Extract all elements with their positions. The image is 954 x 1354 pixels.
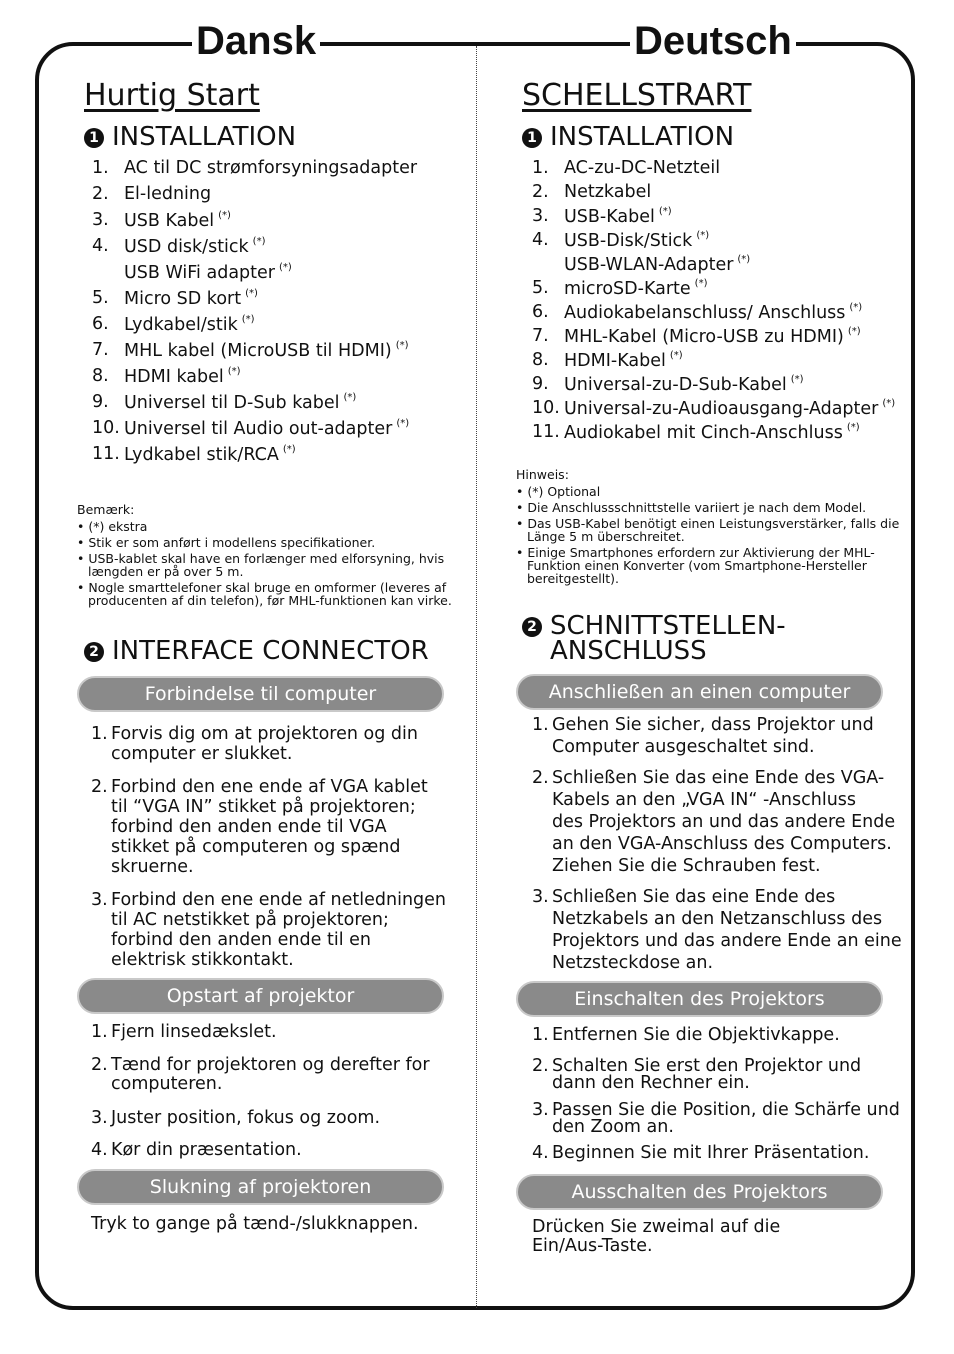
- item-text: Audiokabel mit Cinch-Anschluss (*): [564, 422, 860, 443]
- optional-marker: (*): [241, 314, 255, 325]
- step-number: 4.: [91, 1140, 108, 1160]
- startup-banner-danish: Opstart af projektor: [77, 978, 444, 1014]
- step-number: 3.: [532, 1100, 549, 1120]
- item-text: HDMI-Kabel (*): [564, 350, 683, 371]
- step-number: 2.: [91, 1055, 108, 1075]
- item-number: 7.: [92, 340, 109, 360]
- item-text: USD disk/stick (*): [124, 236, 266, 257]
- item-number: 8.: [532, 350, 549, 370]
- step-text: Schließen Sie das eine Ende des Netzkabels an den Netzanschluss des Projektors und das andere Ende an eine Netzsteckdose an.: [552, 887, 902, 973]
- item-text: Universel til Audio out-adapter (*): [124, 418, 410, 439]
- column-divider: [476, 46, 477, 1308]
- item-number: 9.: [92, 392, 109, 412]
- note-item: • Die Anschlussschnittstelle variiert je nach dem Model.: [516, 500, 867, 515]
- note-item: • USB-kablet skal have en forlænger med elforsyning, hvis længden er på over 5 m.: [77, 551, 445, 579]
- shutdown-text-german: Drücken Sie zweimal auf die Ein/Aus-Taste.: [532, 1217, 781, 1256]
- item-text: USB-Kabel (*): [564, 206, 672, 227]
- step-text: Fjern linsedækslet.: [111, 1022, 277, 1042]
- language-heading-german: Deutsch: [630, 14, 796, 68]
- interface-heading-text: SCHNITTSTELLEN- ANSCHLUSS: [550, 611, 786, 666]
- item-text: MHL-Kabel (Micro-USB zu HDMI) (*): [564, 326, 861, 347]
- installation-heading-text: INSTALLATION: [550, 122, 735, 152]
- shutdown-banner-german: Ausschalten des Projektors: [516, 1174, 883, 1210]
- item-number: 2.: [532, 182, 549, 202]
- number-bullet-icon: 1: [84, 128, 104, 148]
- step-text: Schalten Sie erst den Projektor und dann den Rechner ein.: [552, 1056, 862, 1093]
- optional-marker: (*): [669, 350, 683, 361]
- item-number: 10.: [532, 398, 560, 418]
- item-text: MHL kabel (MicroUSB til HDMI) (*): [124, 340, 409, 361]
- optional-marker: (*): [282, 444, 296, 455]
- step-text: Tænd for projektoren og derefter for computeren.: [111, 1055, 430, 1094]
- item-text: Audiokabelanschluss/ Anschluss (*): [564, 302, 863, 323]
- installation-heading-german: [522, 124, 734, 150]
- item-text: AC til DC strømforsyningsadapter: [124, 158, 418, 178]
- item-number: 2.: [92, 184, 109, 204]
- optional-marker: (*): [278, 262, 292, 273]
- item-number: 6.: [92, 314, 109, 334]
- step-number: 3.: [91, 1108, 108, 1128]
- optional-marker: (*): [694, 278, 708, 289]
- item-number: 1.: [92, 158, 109, 178]
- note-item: • Das USB-Kabel benötigt einen Leistungsverstärker, falls die Länge 5 m überschreitet.: [516, 516, 900, 544]
- optional-marker: (*): [218, 210, 231, 221]
- item-text: Universal-zu-D-Sub-Kabel (*): [564, 374, 804, 395]
- item-text: HDMI kabel (*): [124, 366, 241, 387]
- item-text: AC-zu-DC-Netzteil: [564, 158, 721, 178]
- step-number: 2.: [532, 1056, 549, 1076]
- installation-heading-danish: [84, 124, 296, 150]
- step-number: 1.: [532, 1025, 549, 1045]
- step-number: 1.: [532, 715, 549, 735]
- optional-marker: (*): [696, 230, 710, 241]
- step-number: 3.: [532, 887, 549, 907]
- step-number: 1.: [91, 724, 108, 744]
- item-text: Lydkabel/stik (*): [124, 314, 255, 335]
- interface-heading-text: INTERFACE CONNECTOR: [112, 636, 429, 666]
- notes-danish: [77, 503, 477, 610]
- interface-heading-german: [522, 611, 786, 666]
- step-text: Juster position, fokus og zoom.: [111, 1108, 381, 1128]
- optional-marker: (*): [849, 302, 863, 313]
- optional-marker: (*): [343, 392, 357, 403]
- step-text: Gehen Sie sicher, dass Projektor und Computer ausgeschaltet sind.: [552, 715, 874, 757]
- step-text: Schließen Sie das eine Ende des VGA- Kabels an den „VGA IN“ -Anschluss des Projektors an und das andere Ende an den VGA-Anschluss des Computers. Ziehen Sie die Schrauben fest.: [552, 768, 896, 876]
- notes-heading: Bemærk:: [77, 502, 135, 517]
- item-number: 5.: [532, 278, 549, 298]
- number-bullet-icon: 2: [84, 642, 104, 662]
- item-text: Micro SD kort (*): [124, 288, 258, 309]
- item-text: Universel til D-Sub kabel (*): [124, 392, 357, 413]
- optional-marker: (*): [882, 398, 896, 409]
- note-item: • (*) Optional: [516, 484, 601, 499]
- page-title-german: SCHELLSTRART: [522, 78, 752, 113]
- optional-marker: (*): [395, 340, 409, 351]
- item-number: 11.: [532, 422, 560, 442]
- item-text: USB-Disk/Stick (*): [564, 230, 710, 251]
- step-number: 1.: [91, 1022, 108, 1042]
- item-text: El-ledning: [124, 184, 212, 204]
- item-number: 4.: [532, 230, 549, 250]
- installation-heading-text: INSTALLATION: [112, 122, 297, 152]
- item-number: 3.: [532, 206, 549, 226]
- item-number: 5.: [92, 288, 109, 308]
- step-number: 2.: [532, 768, 549, 788]
- optional-marker: (*): [847, 326, 861, 337]
- item-text: microSD-Karte (*): [564, 278, 708, 299]
- optional-marker: (*): [396, 418, 410, 429]
- item-number: 4.: [92, 236, 109, 256]
- startup-banner-german: Einschalten des Projektors: [516, 981, 883, 1017]
- optional-marker: (*): [846, 422, 860, 433]
- note-item: • Stik er som anført i modellens specifikationer.: [77, 535, 376, 550]
- optional-marker: (*): [245, 288, 258, 299]
- item-number: 10.: [92, 418, 120, 438]
- step-number: 2.: [91, 777, 108, 797]
- notes-german: [516, 468, 911, 588]
- step-number: 3.: [91, 890, 108, 910]
- interface-heading-danish: [84, 638, 429, 664]
- note-item: • (*) ekstra: [77, 519, 148, 534]
- item-number: 11.: [92, 444, 120, 464]
- item-text: USB-WLAN-Adapter (*): [564, 254, 751, 275]
- step-number: 4.: [532, 1143, 549, 1163]
- step-text: Kør din præsentation.: [111, 1140, 302, 1160]
- step-text: Forvis dig om at projektoren og din computer er slukket.: [111, 724, 418, 764]
- optional-marker: (*): [227, 366, 241, 377]
- number-bullet-icon: 2: [522, 617, 542, 637]
- step-text: Passen Sie die Position, die Schärfe und den Zoom an.: [552, 1100, 900, 1137]
- item-text: USB Kabel (*): [124, 210, 231, 231]
- number-bullet-icon: 1: [522, 128, 542, 148]
- step-text: Forbind den ene ende af VGA kablet til “VGA IN” stikket på projektoren; forbind den anden ende til VGA stikket på computeren og spænd skruerne.: [111, 777, 428, 877]
- optional-marker: (*): [790, 374, 804, 385]
- step-text: Entfernen Sie die Objektivkappe.: [552, 1025, 840, 1045]
- step-text: Forbind den ene ende af netledningen til AC netstikket på projektoren; forbind den anden ende til en elektrisk stikkontakt.: [111, 890, 447, 970]
- item-text: Netzkabel: [564, 182, 652, 202]
- note-item: • Nogle smarttelefoner skal bruge en omformer (leveres af producenten af din telefon), før MHL-funktionen kan virke.: [77, 580, 452, 608]
- item-number: 3.: [92, 210, 109, 230]
- connect-computer-banner-danish: Forbindelse til computer: [77, 676, 444, 712]
- optional-marker: (*): [252, 236, 266, 247]
- item-text: USB WiFi adapter (*): [124, 262, 292, 283]
- item-number: 7.: [532, 326, 549, 346]
- connect-computer-banner-german: Anschließen an einen computer: [516, 674, 883, 710]
- item-number: 8.: [92, 366, 109, 386]
- item-number: 9.: [532, 374, 549, 394]
- language-heading-danish: Dansk: [192, 14, 320, 68]
- item-number: 1.: [532, 158, 549, 178]
- notes-heading: Hinweis:: [516, 467, 569, 482]
- note-item: • Einige Smartphones erfordern zur Aktivierung der MHL-Funktion einen Konverter (vom Smartphone-Hersteller bereitgestellt).: [516, 545, 875, 586]
- optional-marker: (*): [737, 254, 751, 265]
- page-title-danish: Hurtig Start: [84, 78, 260, 113]
- step-text: Beginnen Sie mit Ihrer Präsentation.: [552, 1143, 870, 1163]
- shutdown-text-danish: Tryk to gange på tænd-/slukknappen.: [91, 1214, 419, 1234]
- item-number: 6.: [532, 302, 549, 322]
- item-text: Universal-zu-Audioausgang-Adapter (*): [564, 398, 896, 419]
- optional-marker: (*): [658, 206, 672, 217]
- shutdown-banner-danish: Slukning af projektoren: [77, 1169, 444, 1205]
- item-text: Lydkabel stik/RCA (*): [124, 444, 296, 465]
